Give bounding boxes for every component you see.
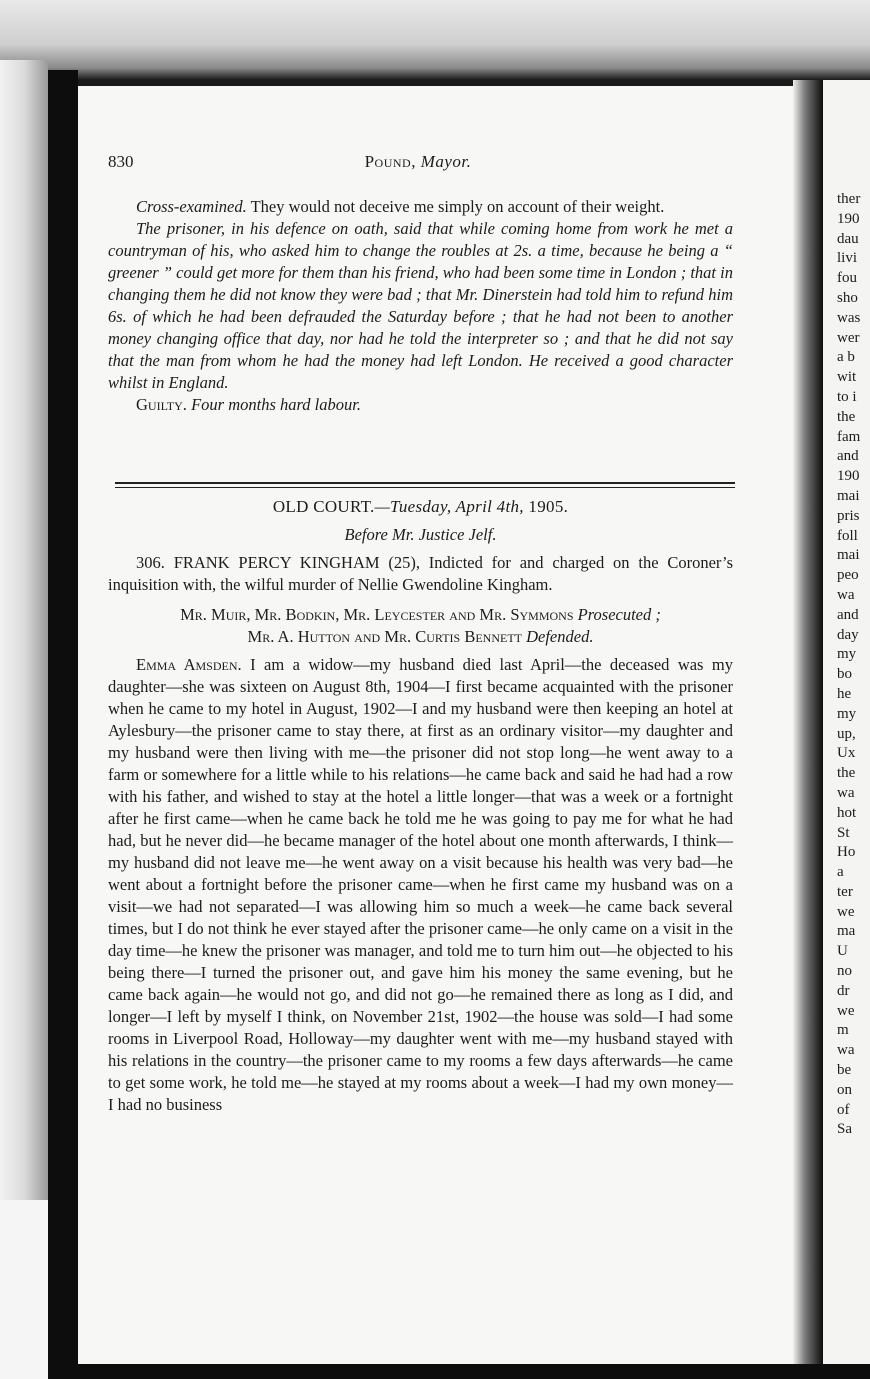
defendant-name: FRANK PERCY KINGHAM bbox=[173, 553, 380, 572]
page-header bbox=[108, 152, 728, 180]
session-year: 1905. bbox=[528, 497, 569, 516]
new-case bbox=[108, 496, 733, 1116]
running-head-name: Pound, bbox=[364, 152, 416, 171]
verdict-line bbox=[108, 394, 733, 416]
judge-line: Before Mr. Justice Jelf. bbox=[344, 525, 497, 544]
counsel-lines bbox=[108, 604, 733, 648]
testimony-text: I am a widow—my husband died last April—the deceased was my daughter—she was sixteen on August 8th, 1904—I first became acquainted with the prisoner when he came to my hotel in August, 1902—I and my husband were then keeping an hotel at Aylesbury—the prisoner came to stay there, at first as an ordinary visitor—my daughter and my husband were then living with me—the prisoner did not stop long—he went away to a farm or somewhere for a little while to his relations—he came back and said he had had a row with his father, and wished to stay at the hotel a little longer—that was a week or a fortnight after he first came—when he came back he told me he was going to pay me for what he had had, but he never did—he became manager of the hotel about one month afterwards, I think—my husband did not leave me—he went away on a visit because his health was very bad—he went about a fortnight before the prisoner came—when he first came my husband was on a visit—we had not separated—I was allowing him so much a week—he came back several times, but I do not think he ever stayed after the prisoner came—he only came on a visit in the day time—he knew the prisoner was manager, and told me to turn him out—he objected to his being there—I turned the prisoner out, and gave him his money the same evening, but he came back again—he would not go, and did not go—he remained there as long as I did, and longer—I left by myself I think, on November 21st, 1902—the house was sold—I had some rooms in Liverpool Road, Holloway—my daughter went with me—my husband stayed with his relations in the country—the prisoner came to my rooms a few days afterwards—he came to get some work, he told me—he stayed at my rooms about a week—I had my own money—I had no business bbox=[108, 655, 733, 1114]
defence-label: Defended. bbox=[526, 627, 594, 646]
section-divider bbox=[115, 482, 735, 488]
cross-examined-label: Cross-examined. bbox=[136, 197, 247, 216]
defence-statement: The prisoner, in his defence on oath, said that while coming home from work he met a countryman of his, who asked him to change the roubles at 2s. a time, because he being a “ greener ” could get more for them than his friend, who had been some time in London ; that in changing them he did not know they were bad ; that Mr. Dinerstein had told him to refund him 6s. of which he had been defrauded the Saturday before ; that he had not been to another money changing office that day, nor had he told the interpreter so ; and that he did not say that the man from whom he had the money had left London. He received a good character whilst in England. bbox=[108, 219, 733, 392]
facing-page bbox=[823, 80, 870, 1379]
session-date: —Tuesday, April 4th, bbox=[374, 497, 524, 516]
scan-left-margin bbox=[0, 1200, 48, 1379]
prosecution-label: Prosecuted ; bbox=[577, 605, 661, 624]
scan-bottom-edge bbox=[48, 1364, 870, 1379]
facing-page-text-fragments: ther 190 dau livi fou sho was wer a b wit to i the fam and 190 mai pris foll mai peo wa and day my bo he my up, Ux the wa hot St Ho a ter we ma U no dr we m wa be on of Sa bbox=[837, 191, 861, 1138]
indictment-paragraph bbox=[108, 552, 733, 596]
defence-counsel: Mr. A. Hutton and Mr. Curtis Bennett bbox=[247, 627, 522, 646]
witness-testimony bbox=[108, 654, 733, 1116]
witness-name: Emma Amsden. bbox=[136, 655, 242, 674]
cross-examination-paragraph bbox=[108, 196, 733, 218]
verdict: Guilty. bbox=[136, 395, 187, 414]
sentence: Four months hard labour. bbox=[191, 395, 361, 414]
running-head bbox=[108, 152, 728, 172]
case-number: 306. bbox=[136, 553, 165, 572]
cross-examination-text: They would not deceive me simply on account of their weight. bbox=[246, 197, 665, 216]
book-binding-shadow bbox=[48, 70, 78, 1379]
scan-top-edge bbox=[0, 0, 870, 80]
previous-case-conclusion bbox=[108, 196, 733, 416]
page-number: 830 bbox=[108, 152, 134, 171]
defendant-age: (25), bbox=[388, 553, 420, 572]
book-gutter bbox=[793, 80, 823, 1379]
scan-left-edge bbox=[0, 60, 48, 1379]
charge-text: Indicted for and charged on the Coroner’s inquisition with, the wilful murder of Nellie Gwendoline Kingham. bbox=[108, 553, 734, 594]
running-head-role: Mayor. bbox=[420, 152, 472, 171]
court-session-heading bbox=[108, 496, 733, 518]
court-name: OLD COURT. bbox=[272, 497, 375, 516]
prosecution-counsel: Mr. Muir, Mr. Bodkin, Mr. Leycester and Mr. Symmons bbox=[180, 605, 574, 624]
